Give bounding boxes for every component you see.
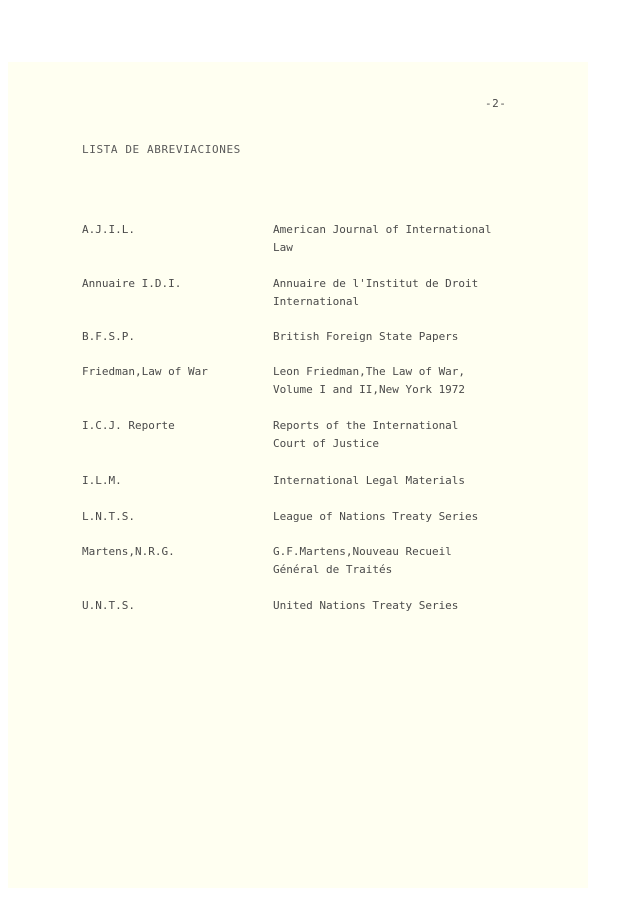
abbreviation-term: B.F.S.P. xyxy=(82,330,135,343)
meaning-line: Court of Justice xyxy=(273,436,379,450)
abbreviation-meaning xyxy=(273,221,573,256)
meaning-line: International xyxy=(273,294,360,308)
abbreviation-term: U.N.T.S. xyxy=(82,599,135,612)
meaning-line: United Nations Treaty Series xyxy=(273,599,459,612)
abbreviation-term: Annuaire I.D.I. xyxy=(82,277,182,290)
abbreviation-term: I.L.M. xyxy=(82,474,122,487)
abbreviation-meaning xyxy=(273,508,573,526)
abbreviation-meaning xyxy=(273,472,573,490)
meaning-line: Volume I and II,New York 1972 xyxy=(273,382,466,396)
meaning-line: Reports of the International xyxy=(273,419,459,432)
meaning-line: Annuaire de l'Institut de Droit xyxy=(273,277,479,290)
abbreviation-meaning xyxy=(273,597,573,615)
document-title: LISTA DE ABREVIACIONES xyxy=(82,143,241,156)
meaning-line: League of Nations Treaty Series xyxy=(273,510,479,523)
meaning-line: G.F.Martens,Nouveau Recueil xyxy=(273,545,452,558)
abbreviation-term: Friedman,Law of War xyxy=(82,365,208,378)
abbreviation-meaning xyxy=(273,275,573,310)
abbreviation-term: A.J.I.L. xyxy=(82,223,135,236)
meaning-line: Leon Friedman,The Law of War, xyxy=(273,365,466,378)
meaning-line: American Journal of International xyxy=(273,223,492,236)
abbreviation-term: Martens,N.R.G. xyxy=(82,545,175,558)
abbreviation-meaning xyxy=(273,328,573,346)
meaning-line: Général de Traités xyxy=(273,562,393,576)
abbreviation-term: I.C.J. Reporte xyxy=(82,419,175,432)
page-number: -2- xyxy=(485,97,507,110)
meaning-line: International Legal Materials xyxy=(273,474,466,487)
abbreviation-meaning xyxy=(273,543,573,578)
abbreviation-meaning xyxy=(273,363,573,398)
abbreviation-meaning xyxy=(273,417,573,452)
meaning-line: Law xyxy=(273,240,293,254)
meaning-line: British Foreign State Papers xyxy=(273,330,459,343)
abbreviation-term: L.N.T.S. xyxy=(82,510,135,523)
